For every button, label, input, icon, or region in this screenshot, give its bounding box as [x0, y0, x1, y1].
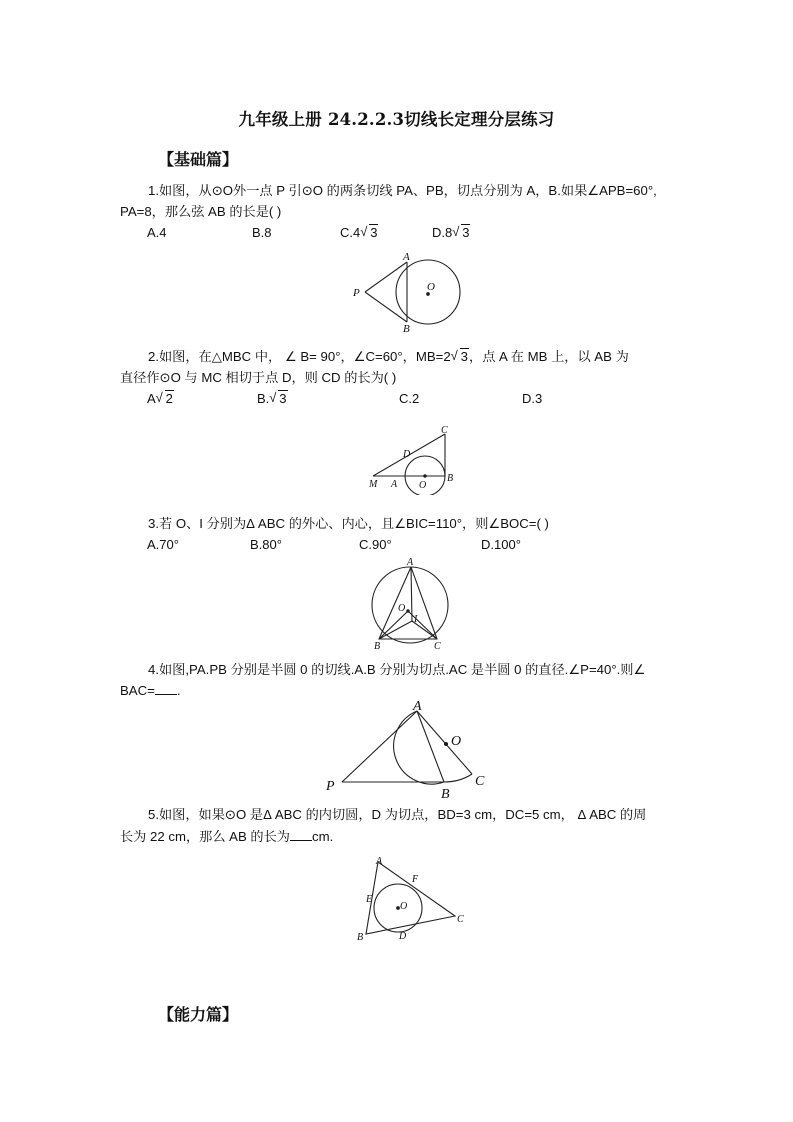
q4-label-c: C — [475, 774, 485, 789]
q1-option-c: C.4√ 3 — [340, 225, 378, 240]
q3-option-a: A.70° — [147, 537, 179, 552]
q1-label-p: P — [353, 287, 360, 299]
q5-label-o: O — [400, 901, 408, 912]
q2-option-b: B.√ 3 — [257, 391, 288, 406]
q2-label-a: A — [391, 479, 398, 490]
q3-option-b: B.80° — [250, 537, 282, 552]
q1-tangent-pb — [365, 292, 407, 322]
q1-tangent-pa — [365, 262, 407, 292]
q5-label-d: D — [399, 931, 407, 942]
q3-option-c: C.90° — [359, 537, 392, 552]
q4-label-b: B — [441, 787, 450, 800]
q1-label-b: B — [403, 323, 410, 335]
q4-arc-bc — [444, 774, 472, 782]
q3-option-d: D.100° — [481, 537, 521, 552]
q3-label-a: A — [407, 557, 414, 568]
q3-segment-ai — [411, 567, 412, 621]
q4-label-p: P — [326, 779, 335, 794]
q2-option-d: D.3 — [522, 391, 543, 406]
q5-text-line2: 长为 22 cm，那么 AB 的长为 cm. — [120, 829, 334, 844]
q4-diameter-ac — [417, 711, 472, 774]
q4-text-line1: 4.如图,PA.PB 分别是半圆 0 的切线.A.B 分别为切点.AC 是半圆 0 的直径.∠P=40°.则∠ — [148, 662, 646, 677]
q2-center-dot — [424, 475, 426, 477]
section-basic-heading: 【基础篇】 — [158, 152, 239, 169]
q5-label-c: C — [457, 914, 464, 925]
q4-label-o: O — [451, 734, 462, 749]
q3-label-i: I — [414, 614, 418, 625]
q5-label-f: F — [412, 874, 419, 885]
q3-point-o — [407, 610, 409, 612]
q2-option-c: C.2 — [399, 391, 420, 406]
q1-center-dot — [427, 293, 430, 296]
q4-figure — [320, 696, 500, 800]
q4-segment-ab — [417, 711, 444, 782]
q1-label-o: O — [427, 281, 435, 293]
q4-tangent-pa — [342, 711, 417, 782]
q2-option-a: A√ 2 — [147, 391, 174, 406]
q3-figure — [365, 557, 455, 652]
page-title: 九年级上册 24.2.2.3切线长定理分层练习 — [238, 110, 555, 129]
q4-center-dot — [445, 743, 448, 746]
q5-text-line1: 5.如图，如果⊙O 是Δ ABC 的内切圆，D 为切点，BD=3 cm，DC=5 cm， Δ ABC 的周 — [148, 807, 647, 822]
q4-semicircle-inner — [394, 711, 444, 784]
q2-label-d: D — [403, 449, 411, 460]
q4-label-a: A — [413, 699, 422, 714]
q5-label-e: E — [366, 894, 373, 905]
q5-center-dot — [397, 907, 400, 910]
q1-text-line2: PA=8，那么弦 AB 的长是( ) — [120, 204, 282, 219]
q2-label-o: O — [419, 480, 427, 491]
q1-option-a: A.4 — [147, 225, 167, 240]
q3-text-line1: 3.若 O、I 分别为Δ ABC 的外心、内心，且∠BIC=110°，则∠BOC=( ) — [148, 516, 549, 531]
q4-text-line2: BAC= . — [120, 683, 181, 698]
q3-label-b: B — [374, 641, 381, 652]
q1-text-line1: 1.如图，从⊙O外一点 P 引⊙O 的两条切线 PA、PB，切点分别为 A，B.如果∠APB=60°, — [148, 183, 657, 198]
q3-label-o: O — [398, 603, 406, 614]
q3-label-c: C — [434, 641, 441, 652]
q2-text-line2: 直径作⊙O 与 MC 相切于点 D，则 CD 的长为( ) — [120, 370, 397, 385]
q2-label-m: M — [369, 479, 378, 490]
q1-figure — [345, 248, 470, 338]
q3-triangle-abc — [379, 567, 437, 639]
q5-label-b: B — [357, 932, 364, 943]
q2-label-c: C — [441, 425, 448, 436]
q1-option-b: B.8 — [252, 225, 272, 240]
q5-label-a: A — [376, 856, 383, 867]
q2-text-line1: 2.如图，在△MBC 中， ∠ B= 90°，∠C=60°，MB=2√ 3，点 A 在 MB 上，以 AB 为 — [148, 346, 629, 367]
q1-option-d: D.8√ 3 — [432, 225, 470, 240]
q1-label-a: A — [403, 251, 410, 263]
q3-circumcircle — [372, 567, 448, 643]
q2-label-b: B — [447, 473, 454, 484]
q5-figure — [350, 850, 475, 945]
q2-figure — [365, 423, 465, 495]
section-ability-heading: 【能力篇】 — [158, 1007, 239, 1024]
